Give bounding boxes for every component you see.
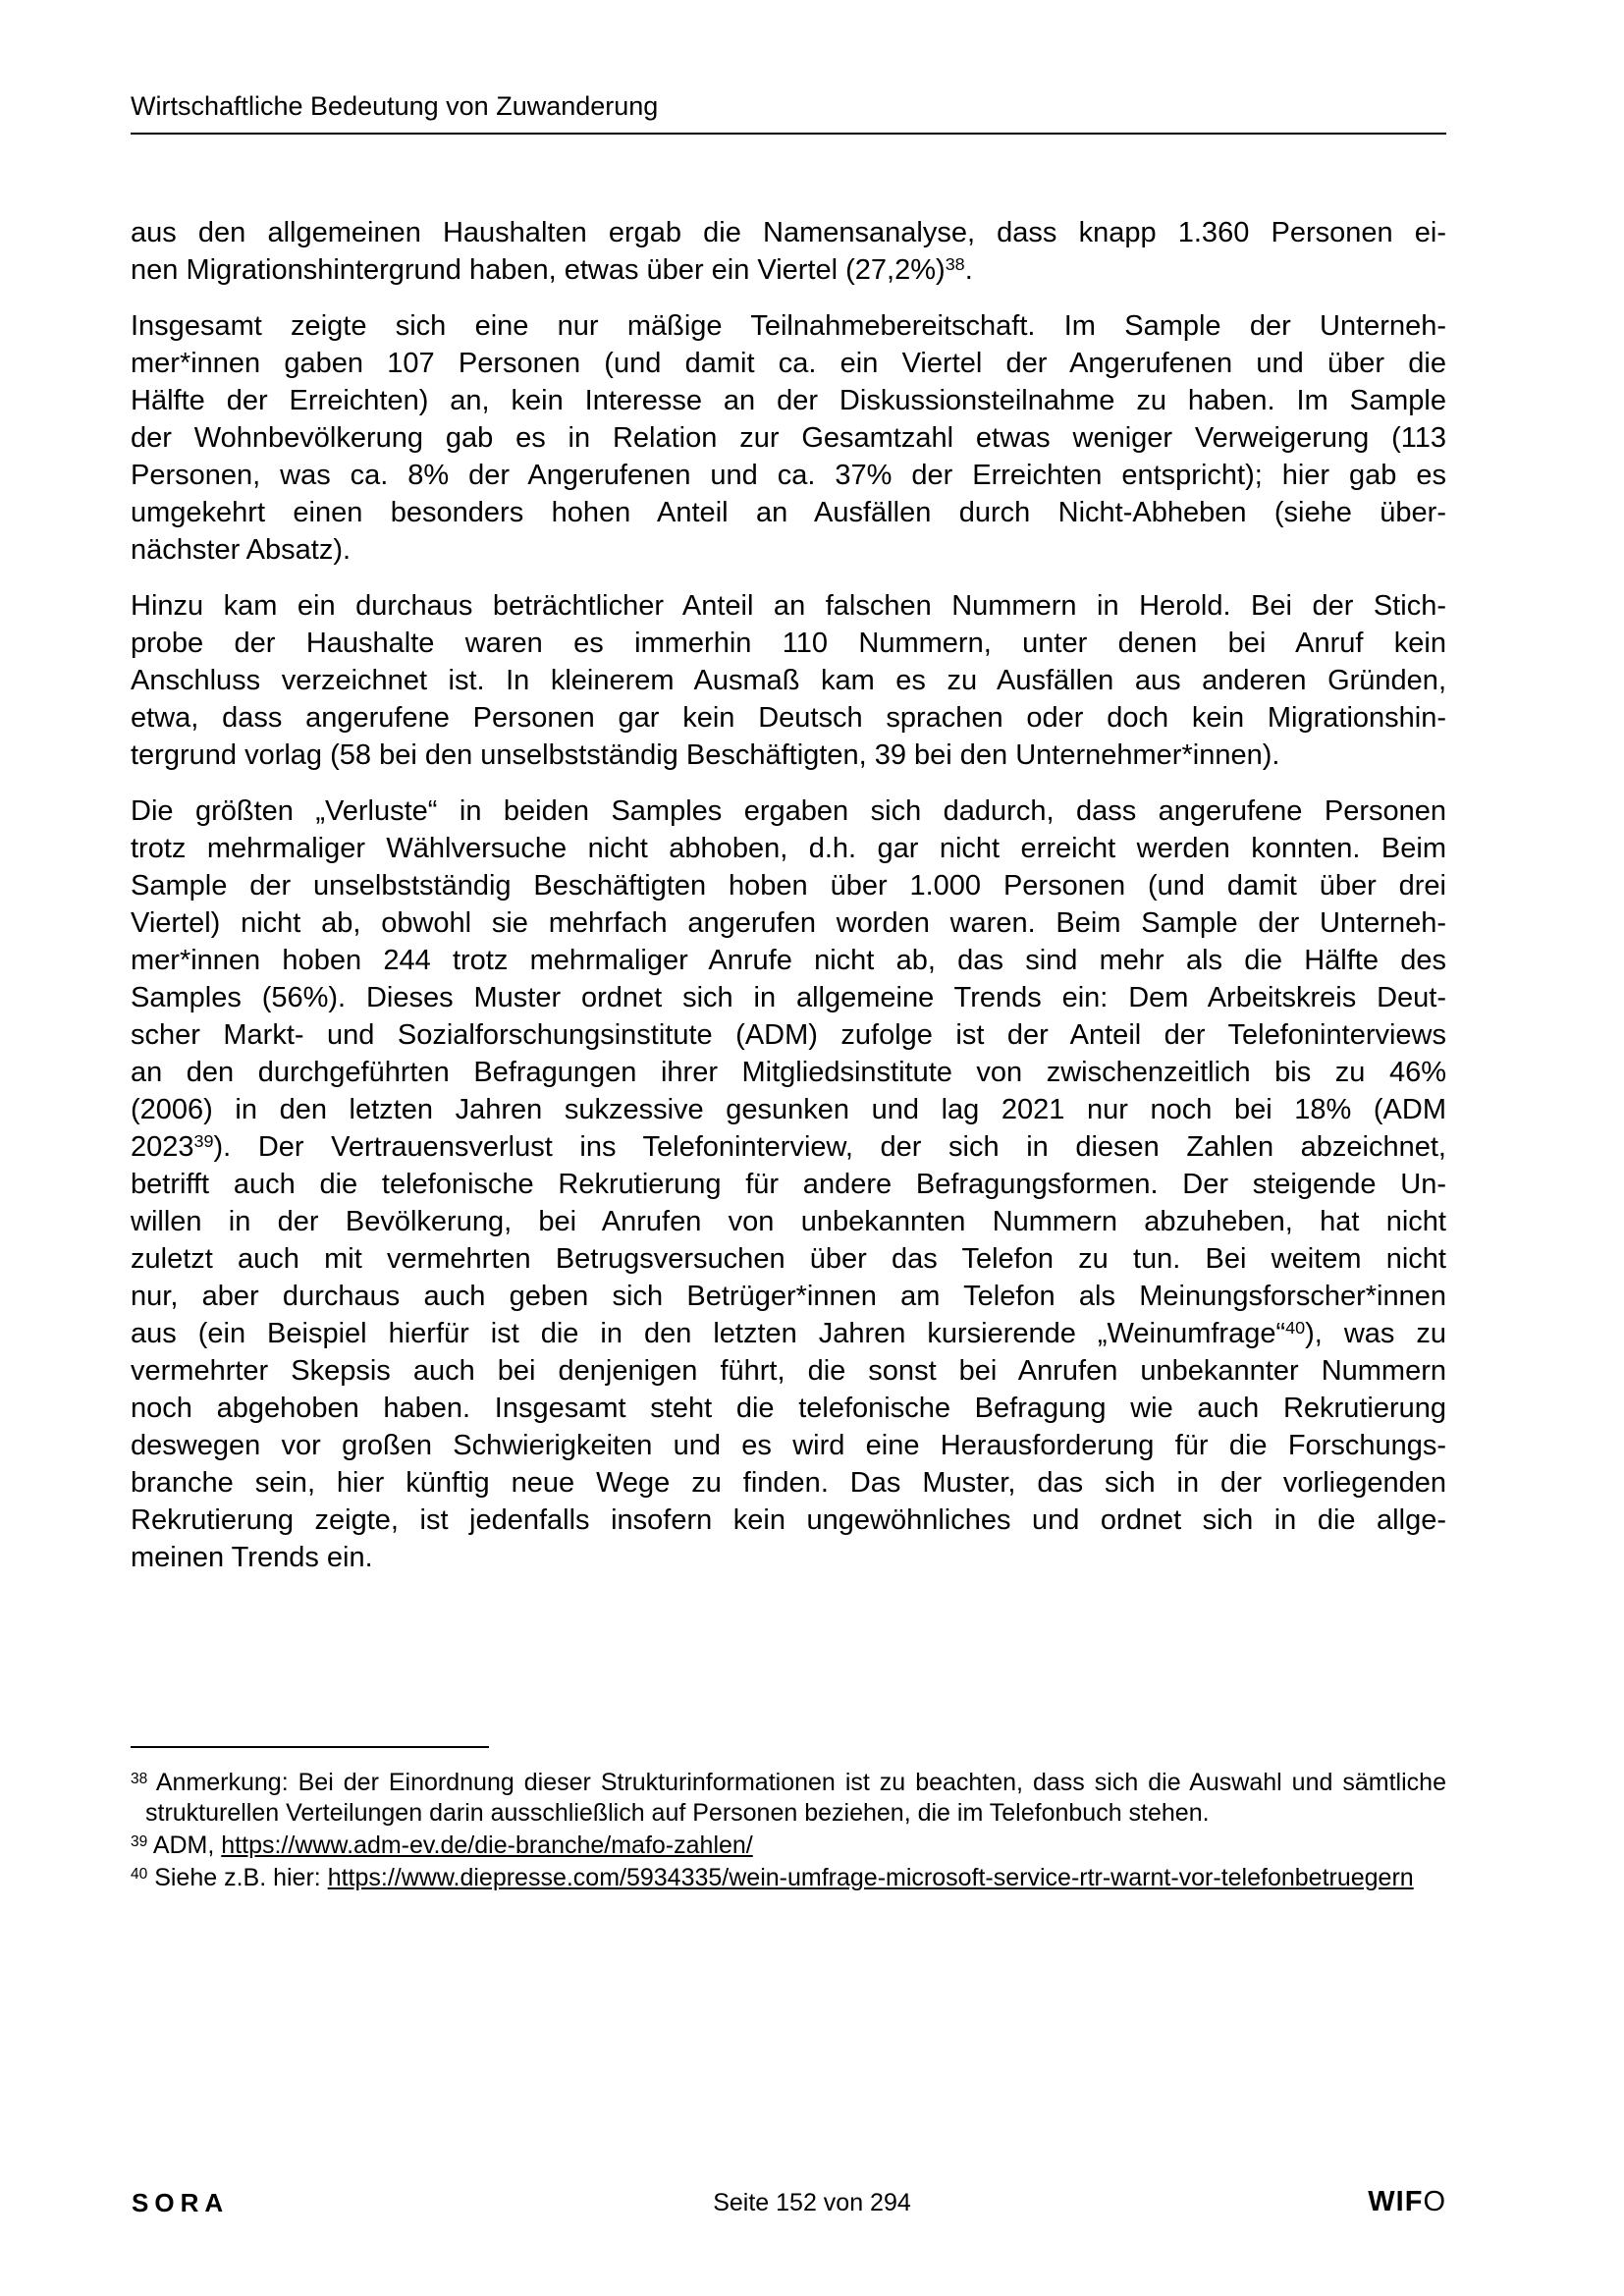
text-line: willen in der Bevölkerung, bei Anrufen von unbekannten Nummern abzuheben, hat nicht (131, 1206, 1446, 1237)
text-line: Die größten „Verluste“ in beiden Samples ergaben sich dadurch, dass angerufene Personen (131, 795, 1446, 827)
page-header (131, 90, 1446, 135)
text-line: trotz mehrmaliger Wählversuche nicht abhoben, d.h. gar nicht erreicht werden konnten. Beim (131, 833, 1446, 864)
text-line: Anschluss verzeichnet ist. In kleinerem Ausmaß kam es zu Ausfällen aus anderen Gründen, (131, 665, 1446, 696)
text-line: branche sein, hier künftig neue Wege zu finden. Das Muster, das sich in der vorliegenden (131, 1467, 1446, 1499)
text-line: Rekrutierung zeigte, ist jedenfalls insofern kein ungewöhnliches und ordnet sich in die allge- (131, 1504, 1446, 1536)
paragraph (131, 587, 1446, 774)
text-line: Sample der unselbstständig Beschäftigten hoben über 1.000 Personen (und damit über drei (131, 870, 1446, 902)
text-line: etwa, dass angerufene Personen gar kein Deutsch sprachen oder doch kein Migrationshin- (131, 702, 1446, 734)
page-footer (0, 2186, 1624, 2227)
text-line: aus (ein Beispiel hierfür ist die in den letzten Jahren kursierende „Weinumfrage“$^{40}$), was zu (131, 1318, 1447, 1349)
text-line: meinen Trends ein. (131, 1542, 373, 1573)
footnotes-list (131, 1768, 1446, 1893)
header-rule (131, 133, 1446, 135)
text-line: mer*innen gaben 107 Personen (und damit ca. ein Viertel der Angerufenen und über die (131, 348, 1446, 379)
paragraph (131, 307, 1446, 569)
footnote-text: Siehe z.B. hier: (154, 1864, 328, 1891)
footnote-text: Anmerkung: Bei der Einordnung dieser Strukturinformationen ist zu beachten, dass sich die Auswahl und sämtliche strukturellen Verteilungen darin ausschließlich auf Personen beziehen, die im Telefonbuch stehen. (145, 1769, 1446, 1827)
text-line: nur, aber durchaus auch geben sich Betrüger*innen am Telefon als Meinungsforscher*innen (131, 1281, 1446, 1312)
text-line: zuletzt auch mit vermehrten Betrugsversuchen über das Telefon zu tun. Bei weitem nicht (131, 1243, 1446, 1275)
text-line: betrifft auch die telefonische Rekrutierung für andere Befragungsformen. Der steigende Un- (131, 1169, 1446, 1200)
wifo-logo-light-part: O (1423, 2186, 1446, 2217)
text-line: Samples (56%). Dieses Muster ordnet sich in allgemeine Trends ein: Dem Arbeitskreis Deut- (131, 982, 1446, 1013)
paragraph (131, 793, 1446, 1576)
footer-logo-sora: SORA (132, 2188, 230, 2217)
text-line: Hinzu kam ein durchaus beträchtlicher Anteil an falschen Nummern in Herold. Bei der Stich- (131, 590, 1446, 622)
text-line: noch abgehoben haben. Insgesamt steht die telefonische Befragung wie auch Rekrutierung (131, 1393, 1446, 1424)
text-line: vermehrter Skepsis auch bei denjenigen führt, die sonst bei Anrufen unbekannter Nummern (131, 1355, 1446, 1387)
text-line: an den durchgeführten Befragungen ihrer Mitgliedsinstitute von zwischenzeitlich bis zu 46% (131, 1057, 1446, 1088)
footer-page-number: Seite 152 von 294 (713, 2189, 911, 2216)
text-line: probe der Haushalte waren es immerhin 110 Nummern, unter denen bei Anruf kein (131, 628, 1446, 659)
text-line: deswegen vor großen Schwierigkeiten und es wird eine Herausforderung für die Forschungs- (131, 1430, 1446, 1461)
text-line: mer*innen hoben 244 trotz mehrmaliger Anrufe nicht ab, das sind mehr als die Hälfte des (131, 945, 1446, 976)
paragraph (131, 214, 1446, 289)
footnote-text: ADM, (152, 1831, 222, 1859)
text-line: (2006) in den letzten Jahren sukzessive gesunken und lag 2021 nur noch bei 18% (ADM (131, 1094, 1446, 1125)
text-line: umgekehrt einen besonders hohen Anteil an Ausfällen durch Nicht-Abheben (siehe über- (131, 497, 1446, 528)
body-text (131, 214, 1446, 1595)
text-line: 2023$^{39}$). Der Vertrauensverlust ins Telefoninterview, der sich in diesen Zahlen abzeichnet, (131, 1131, 1446, 1163)
text-line: nen Migrationshintergrund haben, etwas über ein Viertel (27,2%)$^{38}$. (131, 254, 973, 286)
footnote-link[interactable]: https://www.adm-ev.de/die-branche/mafo-zahlen/ (221, 1831, 753, 1859)
text-line: der Wohnbevölkerung gab es in Relation zur Gesamtzahl etwas weniger Verweigerung (113 (131, 422, 1446, 454)
wifo-logo-bold-part: WIF (1368, 2186, 1424, 2217)
footer-logo-wifo (1368, 2186, 1446, 2218)
text-line: Personen, was ca. 8% der Angerufenen und ca. 37% der Erreichten entspricht); hier gab es (131, 460, 1446, 491)
header-title: Wirtschaftliche Bedeutung von Zuwanderung (131, 91, 659, 121)
footnote (131, 1831, 1446, 1861)
text-line: aus den allgemeinen Haushalten ergab die Namensanalyse, dass knapp 1.360 Personen ei- (131, 217, 1446, 248)
text-line: scher Markt- und Sozialforschungsinstitute (ADM) zufolge ist der Anteil der Telefoninterviews (131, 1019, 1446, 1051)
footnote-ref: 40 (1285, 1318, 1306, 1339)
footnote-separator (131, 1746, 489, 1748)
footnote (131, 1863, 1446, 1893)
footnote-ref: 39 (193, 1131, 214, 1152)
footnote-ref: 39 (131, 1832, 148, 1850)
text-line: tergrund vorlag (58 bei den unselbstständig Beschäftigten, 39 bei den Unternehmer*innen). (131, 739, 1280, 771)
text-line: Viertel) nicht ab, obwohl sie mehrfach angerufen worden waren. Beim Sample der Unterneh- (131, 907, 1446, 939)
text-line: Hälfte der Erreichten) an, kein Interesse an der Diskussionsteilnahme zu haben. Im Sample (131, 385, 1446, 416)
footnote (131, 1768, 1446, 1829)
text-line: nächster Absatz). (131, 534, 352, 566)
footnote-link[interactable]: https://www.diepresse.com/5934335/wein-umfrage-microsoft-service-rtr-warnt-vor-telefonbetruegern (327, 1864, 1414, 1891)
text-line: Insgesamt zeigte sich eine nur mäßige Teilnahmebereitschaft. Im Sample der Unterneh- (131, 310, 1446, 342)
footnotes-section (131, 1746, 1446, 1895)
footnote-ref: 38 (131, 1770, 148, 1787)
footnote-ref: 40 (131, 1865, 148, 1883)
footnote-ref: 38 (945, 254, 965, 275)
